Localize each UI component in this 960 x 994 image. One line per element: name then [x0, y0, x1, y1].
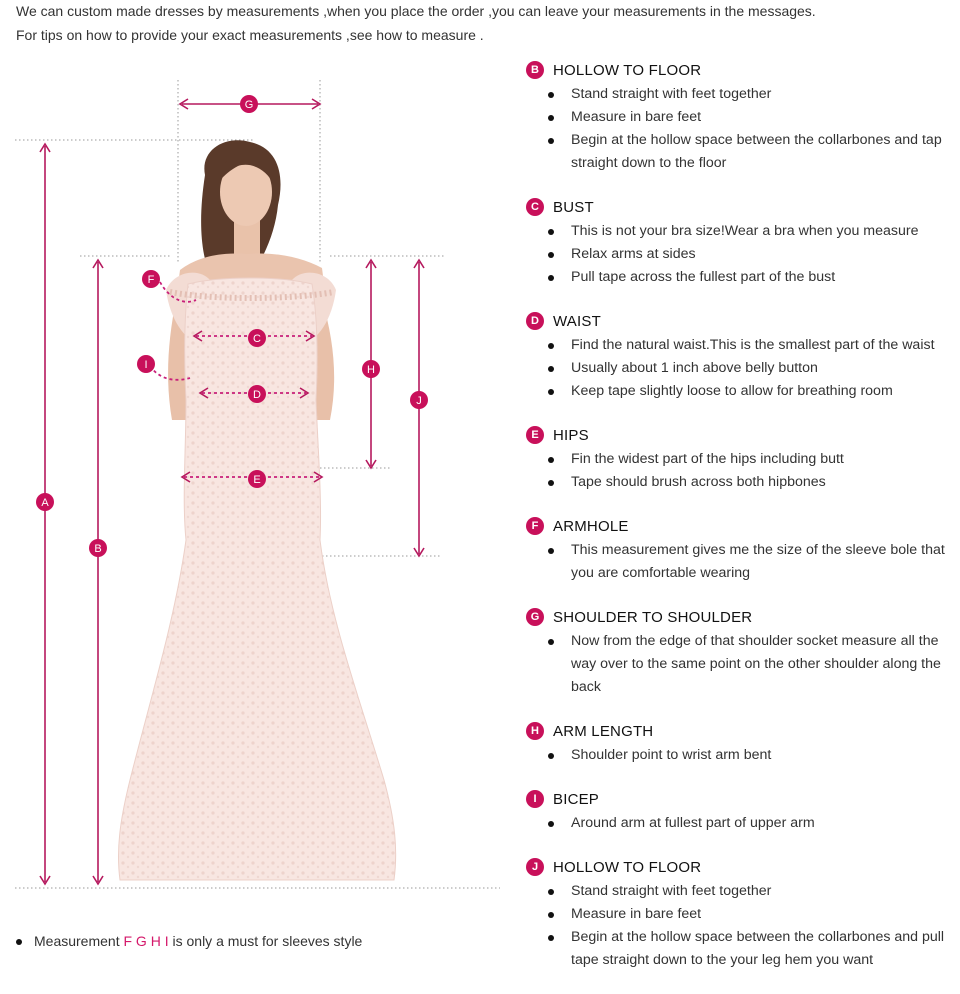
section-header [526, 789, 956, 809]
note-suffix: is only a must for sleeves style [172, 933, 363, 949]
section-title: BICEP [553, 790, 600, 808]
section-item: Find the natural waist.This is the smallest part of the waist [526, 334, 956, 357]
section-items [526, 880, 956, 972]
section-item: Shoulder point to wrist arm bent [526, 744, 956, 767]
marker-e [248, 470, 266, 488]
section-title: HIPS [553, 426, 589, 444]
svg-text:G: G [244, 99, 254, 111]
section-items [526, 812, 956, 835]
svg-text:I: I [144, 359, 148, 371]
guide-section-i [526, 789, 956, 835]
section-letter-badge: F [526, 517, 544, 535]
section-items [526, 539, 956, 585]
marker-i [137, 355, 155, 373]
section-items [526, 448, 956, 494]
note-prefix: Measurement [34, 933, 120, 949]
svg-text:F: F [147, 274, 155, 286]
section-letter-badge: B [526, 61, 544, 79]
guide-section-f [526, 516, 956, 585]
guide-section-g [526, 607, 956, 699]
section-item: Now from the edge of that shoulder socket measure all the way over to the same point on the other shoulder along the back [526, 630, 956, 699]
section-title: HOLLOW TO FLOOR [553, 61, 702, 79]
section-header [526, 425, 956, 445]
section-items [526, 630, 956, 699]
svg-text:C: C [253, 333, 261, 345]
section-letter-badge: C [526, 198, 544, 216]
section-title: ARMHOLE [553, 517, 629, 535]
marker-b [89, 539, 107, 557]
svg-text:H: H [367, 364, 375, 376]
svg-text:J: J [416, 395, 422, 407]
section-title: BUST [553, 198, 594, 216]
section-letter-badge: H [526, 722, 544, 740]
section-item: Measure in bare feet [526, 106, 956, 129]
section-items [526, 334, 956, 403]
section-item: Stand straight with feet together [526, 83, 956, 106]
intro-line-2: For tips on how to provide your exact measurements ,see how to measure . [16, 27, 484, 43]
section-item: Keep tape slightly loose to allow for breathing room [526, 380, 956, 403]
marker-d [248, 385, 266, 403]
svg-text:B: B [94, 543, 102, 555]
section-item: Begin at the hollow space between the collarbones and tap straight down to the floor [526, 129, 956, 175]
section-title: HOLLOW TO FLOOR [553, 858, 702, 876]
marker-j [410, 391, 428, 409]
marker-f [142, 270, 160, 288]
guide-section-b [526, 60, 956, 175]
section-header [526, 60, 956, 80]
section-header [526, 197, 956, 217]
section-letter-badge: E [526, 426, 544, 444]
bullet-icon [16, 939, 22, 945]
section-header [526, 607, 956, 627]
section-title: WAIST [553, 312, 601, 330]
model-in-dress [118, 140, 395, 880]
guide-section-c [526, 197, 956, 289]
section-title: ARM LENGTH [553, 722, 654, 740]
section-letter-badge: G [526, 608, 544, 626]
guide-section-e [526, 425, 956, 494]
section-letter-badge: I [526, 790, 544, 808]
marker-a [36, 493, 54, 511]
svg-text:D: D [253, 389, 261, 401]
note-highlight: F G H I [123, 933, 169, 949]
marker-h [362, 360, 380, 378]
section-item: Relax arms at sides [526, 243, 956, 266]
svg-text:A: A [41, 497, 49, 509]
section-item: Pull tape across the fullest part of the bust [526, 266, 956, 289]
section-item: Usually about 1 inch above belly button [526, 357, 956, 380]
section-item: Around arm at fullest part of upper arm [526, 812, 956, 835]
section-item: This is not your bra size!Wear a bra when you measure [526, 220, 956, 243]
section-header [526, 516, 956, 536]
section-header [526, 311, 956, 331]
svg-text:E: E [253, 474, 261, 486]
marker-c [248, 329, 266, 347]
section-items [526, 220, 956, 289]
sleeve-note [16, 933, 362, 949]
section-items [526, 83, 956, 175]
section-item: Begin at the hollow space between the collarbones and pull tape straight down to the your leg hem you want [526, 926, 956, 972]
section-items [526, 744, 956, 767]
marker-g [240, 95, 258, 113]
guide-section-j [526, 857, 956, 972]
section-title: SHOULDER TO SHOULDER [553, 608, 753, 626]
section-item: Fin the widest part of the hips including butt [526, 448, 956, 471]
section-header [526, 721, 956, 741]
section-letter-badge: D [526, 312, 544, 330]
measurement-guide-list [526, 60, 956, 994]
section-item: This measurement gives me the size of the sleeve bole that you are comfortable wearing [526, 539, 956, 585]
guide-section-h [526, 721, 956, 767]
intro-line-1: We can custom made dresses by measurements ,when you place the order ,you can leave your measurements in the messages. [16, 3, 816, 19]
section-item: Measure in bare feet [526, 903, 956, 926]
guide-section-d [526, 311, 956, 403]
section-letter-badge: J [526, 858, 544, 876]
section-header [526, 857, 956, 877]
section-item: Tape should brush across both hipbones [526, 471, 956, 494]
section-item: Stand straight with feet together [526, 880, 956, 903]
